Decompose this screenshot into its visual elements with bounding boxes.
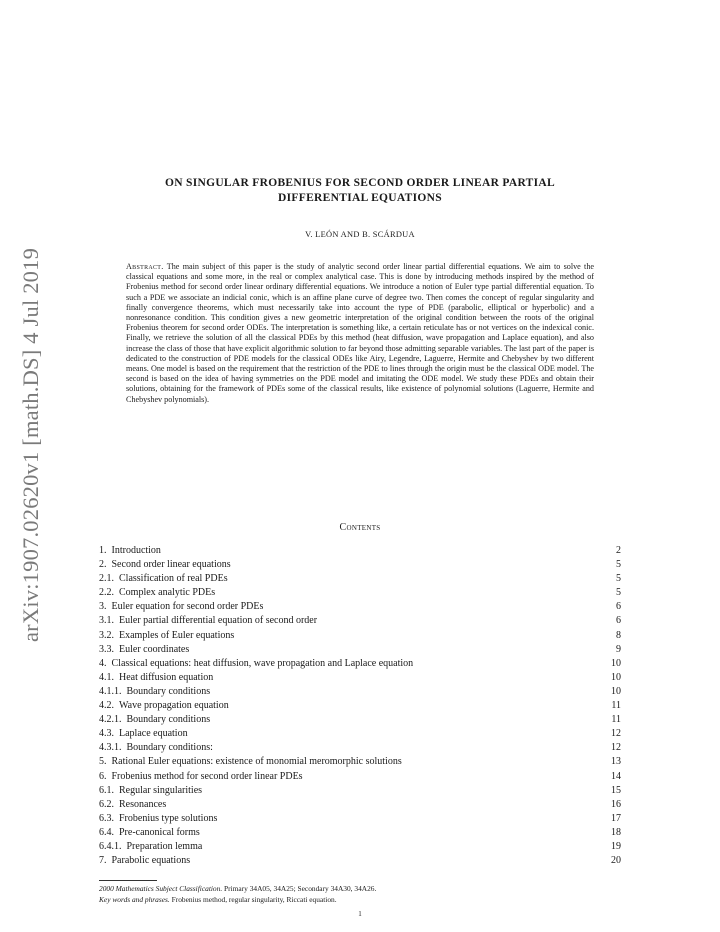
toc-entry-label: Euler partial differential equation of second order [119,615,318,627]
abstract-text: The main subject of this paper is the study of analytic second order linear partial differential equations. We aim to solve the classical equations and some more, in the real or complex analytical case. This is done by introducing methods inspired by the method of Frobenius method for second order linear ordinary differential equations. We introduce a notion of Euler type partial differential equation. To such a PDE we associate an indicial conic, which is an affine plane curve of degree two. Then comes the concept of regular singularity and finally convergence theorems, which must necessarily take into account the type of PDE (parabolic, elliptical or hyperbolic) and a nonresonance condition. This condition gives a new geometric interpretation of the original condition between the roots of the original Frobenius theorem for second order ODEs. The interpretation is something like, a certain reticulate has or not vertices on the indexical conic. Finally, we retrieve the solution of all the classical PDEs by this method (heat diffusion, wave propagation and Laplace equation), and also increase the class of those that have explicit algorithmic solution to far beyond those admitting separable variables. The last part of the paper is dedicated to the construction of PDE models for the classical ODEs like Airy, Legendre, Laguerre, Hermite and Chebyshev by two different means. One model is based on the requirement that the restriction of the PDE to lines through the origin must be the classical ODE model. The second is based on the idea of having symmetries on the PDE model and imitating the ODE model. We study these PDEs and obtain their solutions, obtaining for the framework of PDEs some of the classical results, like existence of polynomial solutions (Laguerre, Hermite and Chebyshev polynomials). [126,262,594,404]
toc-entry-number: 4.3.1. [99,742,122,754]
toc-entry-number: 7. [99,855,107,867]
toc-entry-page: 18 [611,826,621,838]
toc-entry-page: 13 [611,756,621,768]
toc-entry-label: Regular singularities [119,784,203,796]
toc-entry-number: 2. [99,559,107,571]
toc-entry-label: Complex analytic PDEs [119,587,216,599]
toc-entry-number: 6.3. [99,812,114,824]
toc-entry[interactable] [99,657,621,671]
toc-entry-page: 12 [611,728,621,740]
footnotes [99,883,619,905]
toc-entry-page: 14 [611,770,621,782]
toc-entry-label: Examples of Euler equations [119,629,235,641]
toc-entry-number: 4.1. [99,671,114,683]
toc-entry-page: 5 [616,587,621,599]
authors: V. LEÓN AND B. SCÁRDUA [305,230,415,239]
toc-entry[interactable] [99,558,621,572]
toc-entry-page: 10 [611,685,621,697]
toc-entry-label: Euler equation for second order PDEs [111,601,264,613]
toc-entry[interactable] [99,755,621,769]
toc-entry[interactable] [99,784,621,798]
toc-entry-page: 6 [616,601,621,613]
page-number: 1 [358,910,362,918]
toc-entry-number: 3. [99,601,107,613]
arxiv-identifier: arXiv:1907.02620v1 [math.DS] 4 Jul 2019 [18,247,43,642]
toc-entry-label: Parabolic equations [111,855,191,867]
toc-entry[interactable] [99,840,621,854]
toc-entry-label: Resonances [119,798,167,810]
toc-entry-label: Boundary conditions [126,685,211,697]
toc-entry[interactable] [99,671,621,685]
abstract [126,262,594,405]
footnote-msc-label: 2000 Mathematics Subject Classification. [99,884,223,893]
toc-entry-label: Preparation lemma [126,840,203,852]
contents-heading: Contents [339,522,381,533]
toc-entry-number: 3.3. [99,643,114,655]
toc-entry-number: 4. [99,657,107,669]
toc-entry-page: 11 [611,700,621,712]
toc-entry-label: Laplace equation [119,728,188,740]
toc-entry[interactable] [99,798,621,812]
toc-entry[interactable] [99,826,621,840]
toc-entry[interactable] [99,572,621,586]
toc-entry-page: 12 [611,742,621,754]
toc-entry[interactable] [99,544,621,558]
toc-entry-page: 5 [616,559,621,571]
toc-entry[interactable] [99,812,621,826]
toc-entry-page: 5 [616,573,621,585]
toc-entry-label: Classical equations: heat diffusion, wave propagation and Laplace equation [111,657,414,669]
toc-entry-label: Introduction [111,545,161,556]
toc-entry-number: 3.1. [99,615,114,627]
toc-entry-page: 11 [611,714,621,726]
toc-entry-number: 6.1. [99,784,114,796]
footnote-keywords-label: Key words and phrases. [99,895,170,904]
toc-entry-page: 20 [611,855,621,867]
toc-entry-label: Heat diffusion equation [119,671,214,683]
toc-entry-page: 6 [616,615,621,627]
toc-entry-page: 8 [616,629,621,641]
paper-title [60,176,660,206]
footnote-msc [99,883,619,894]
toc-entry-number: 1. [99,545,107,556]
toc-entry[interactable] [99,727,621,741]
toc-entry-number: 6.2. [99,798,114,810]
toc-entry-number: 4.2.1. [99,714,122,726]
toc-entry-number: 4.2. [99,700,114,712]
toc-entry-label: Pre-canonical forms [119,826,200,838]
toc-entry-number: 6. [99,770,107,782]
toc-entry-page: 16 [611,798,621,810]
toc-entry[interactable] [99,685,621,699]
toc-entry[interactable] [99,586,621,600]
toc-entry[interactable] [99,854,621,868]
toc-entry-page: 19 [611,840,621,852]
toc-entry-label: Boundary conditions: [126,742,213,754]
toc-entry[interactable] [99,629,621,643]
table-of-contents [99,544,621,868]
toc-entry-page: 10 [611,657,621,669]
toc-entry[interactable] [99,770,621,784]
toc-entry[interactable] [99,713,621,727]
toc-entry-number: 6.4.1. [99,840,122,852]
toc-entry-page: 2 [616,545,621,556]
toc-entry-label: Frobenius type solutions [119,812,218,824]
toc-entry[interactable] [99,699,621,713]
toc-entry-number: 2.2. [99,587,114,599]
toc-entry[interactable] [99,614,621,628]
toc-entry-page: 15 [611,784,621,796]
toc-entry-number: 2.1. [99,573,114,585]
footnote-keywords [99,894,619,905]
footnote-keywords-text: Frobenius method, regular singularity, Riccati equation. [171,895,337,904]
toc-entry-number: 6.4. [99,826,114,838]
toc-entry-label: Euler coordinates [119,643,190,655]
footnote-rule [99,880,157,881]
toc-entry-label: Boundary conditions [126,714,211,726]
footnote-msc-text: Primary 34A05, 34A25; Secondary 34A30, 34A26. [224,884,377,893]
toc-entry-label: Frobenius method for second order linear PDEs [111,770,303,782]
toc-entry-label: Wave propagation equation [119,700,229,712]
title-line-2: DIFFERENTIAL EQUATIONS [278,192,442,204]
toc-entry[interactable] [99,643,621,657]
title-line-1: ON SINGULAR FROBENIUS FOR SECOND ORDER LINEAR PARTIAL [164,177,556,189]
toc-entry-number: 5. [99,756,107,768]
toc-entry-number: 4.1.1. [99,685,122,697]
toc-entry-page: 10 [611,671,621,683]
toc-entry-page: 9 [616,643,621,655]
toc-entry-label: Second order linear equations [111,559,231,571]
toc-entry-number: 3.2. [99,629,114,641]
toc-entry-number: 4.3. [99,728,114,740]
abstract-label: Abstract. [126,262,164,271]
toc-entry[interactable] [99,741,621,755]
toc-entry-label: Rational Euler equations: existence of monomial meromorphic solutions [111,756,402,768]
toc-entry[interactable] [99,600,621,614]
toc-entry-label: Classification of real PDEs [119,573,228,585]
toc-entry-page: 17 [611,812,621,824]
